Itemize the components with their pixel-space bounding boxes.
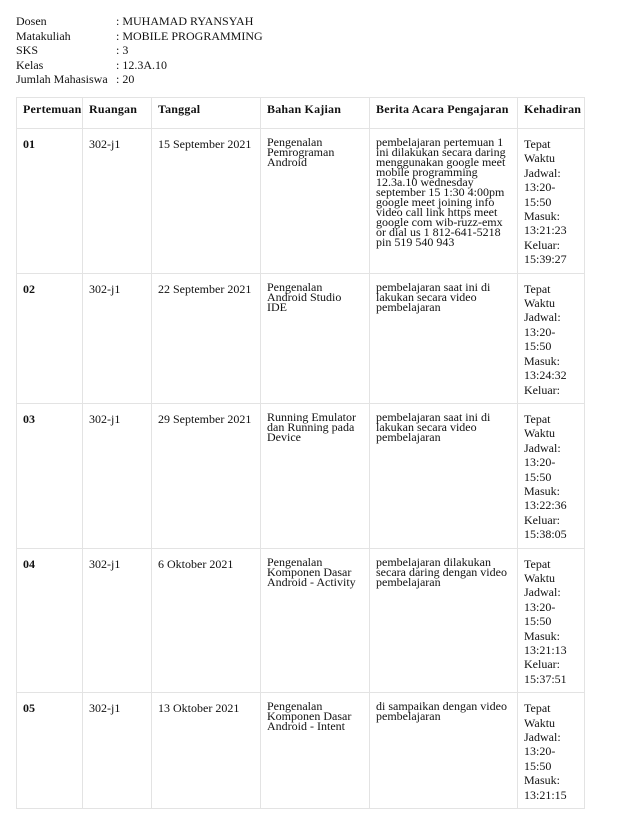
- info-label: Matakuliah: [16, 28, 71, 43]
- table-row: [17, 273, 585, 403]
- info-row-jumlah-mahasiswa: [16, 72, 263, 87]
- cell-tanggal: 22 September 2021: [152, 273, 261, 403]
- cell-bahan-kajian: Pengenalan Pemrograman Android: [261, 129, 370, 274]
- kehadiran-line: 13:20-: [524, 180, 556, 195]
- kehadiran-line: Keluar:: [524, 512, 560, 527]
- cell-berita-acara: di sampaikan dengan video pembelajaran: [370, 693, 518, 809]
- info-row-matakuliah: [16, 29, 263, 44]
- cell-bahan-kajian: Pengenalan Komponen Dasar Android - Activity: [261, 548, 370, 693]
- info-row-sks: [16, 43, 263, 58]
- table-row: [17, 129, 585, 274]
- kehadiran-line: Tepat: [524, 701, 551, 716]
- kehadiran-line: 15:50: [524, 469, 552, 484]
- kehadiran-line: Tepat: [524, 556, 551, 571]
- header-tanggal: Tanggal: [152, 98, 261, 129]
- info-label: Kelas: [16, 57, 44, 72]
- kehadiran-line: Waktu: [524, 296, 556, 311]
- course-info: [16, 14, 263, 87]
- kehadiran-line: 13:20-: [524, 599, 556, 614]
- header-pertemuan: Pertemuan: [17, 98, 83, 129]
- kehadiran-line: 13:20-: [524, 324, 556, 339]
- table-header-row: [17, 98, 585, 129]
- kehadiran-line: 15:50: [524, 614, 552, 629]
- header-kehadiran: Kehadiran: [518, 98, 585, 129]
- cell-tanggal: 6 Oktober 2021: [152, 548, 261, 693]
- kehadiran-line: Waktu: [524, 426, 556, 441]
- kehadiran-line: 15:38:05: [524, 527, 567, 542]
- kehadiran-line: Masuk:: [524, 483, 560, 498]
- info-label: Dosen: [16, 14, 47, 28]
- header-bahan-kajian: Bahan Kajian: [261, 98, 370, 129]
- kehadiran-line: 15:50: [524, 194, 552, 209]
- kehadiran-line: Waktu: [524, 570, 556, 585]
- kehadiran-line: Keluar:: [524, 237, 560, 252]
- kehadiran-line: Tepat: [524, 411, 551, 426]
- kehadiran-line: 13:21:23: [524, 223, 567, 238]
- cell-ruangan: 302-j1: [83, 273, 152, 403]
- kehadiran-line: Masuk:: [524, 628, 560, 643]
- table-row: [17, 403, 585, 548]
- header-ruangan: Ruangan: [83, 98, 152, 129]
- cell-berita-acara: pembelajaran dilakukan secara daring dengan video pembelajaran: [370, 548, 518, 693]
- kehadiran-line: Masuk:: [524, 773, 560, 788]
- cell-ruangan: 302-j1: [83, 403, 152, 548]
- kehadiran-line: Keluar:: [524, 657, 560, 672]
- attendance-table: [16, 97, 585, 809]
- cell-kehadiran: [518, 403, 585, 548]
- kehadiran-line: Tepat: [524, 281, 551, 296]
- cell-kehadiran: [518, 548, 585, 693]
- info-label: Jumlah Mahasiswa: [16, 72, 108, 87]
- cell-berita-acara: pembelajaran pertemuan 1 ini dilakukan secara daring menggunakan google meet mobile programming 12.3a.10 wednesday september 15 1:30 4:00pm google meet joining info video call link https meet google com wib-ruzz-emx or dial us 1 812-641-5218 pin 519 540 943: [370, 129, 518, 274]
- info-value: : 3: [116, 43, 129, 58]
- kehadiran-line: Jadwal:: [524, 440, 561, 455]
- cell-kehadiran: [518, 693, 585, 809]
- cell-ruangan: 302-j1: [83, 129, 152, 274]
- cell-bahan-kajian: Pengenalan Android Studio IDE: [261, 273, 370, 403]
- kehadiran-line: Jadwal:: [524, 165, 561, 180]
- info-value: : 20: [116, 72, 135, 87]
- cell-pertemuan: 04: [17, 548, 83, 693]
- cell-pertemuan: 03: [17, 403, 83, 548]
- kehadiran-line: Jadwal:: [524, 585, 561, 600]
- kehadiran-line: Jadwal:: [524, 730, 561, 745]
- kehadiran-line: 13:22:36: [524, 498, 567, 513]
- info-row-kelas: [16, 58, 263, 73]
- kehadiran-line: 13:20-: [524, 455, 556, 470]
- table-row: [17, 693, 585, 809]
- cell-pertemuan: 02: [17, 273, 83, 403]
- kehadiran-line: Masuk:: [524, 209, 560, 224]
- cell-tanggal: 13 Oktober 2021: [152, 693, 261, 809]
- kehadiran-line: Waktu: [524, 151, 556, 166]
- kehadiran-line: Jadwal:: [524, 310, 561, 325]
- info-value: : MOBILE PROGRAMMING: [116, 28, 263, 43]
- kehadiran-line: Tepat: [524, 137, 551, 151]
- kehadiran-line: 15:50: [524, 339, 552, 354]
- cell-kehadiran: [518, 273, 585, 403]
- info-row-dosen: [16, 14, 263, 29]
- cell-bahan-kajian: Running Emulator dan Running pada Device: [261, 403, 370, 548]
- cell-bahan-kajian: Pengenalan Komponen Dasar Android - Intent: [261, 693, 370, 809]
- cell-berita-acara: pembelajaran saat ini di lakukan secara video pembelajaran: [370, 403, 518, 548]
- kehadiran-line: 13:24:32: [524, 368, 567, 383]
- kehadiran-line: Waktu: [524, 715, 556, 730]
- header-berita-acara: Berita Acara Pengajaran: [370, 98, 518, 129]
- info-label: SKS: [16, 43, 39, 58]
- cell-ruangan: 302-j1: [83, 693, 152, 809]
- cell-berita-acara: pembelajaran saat ini di lakukan secara video pembelajaran: [370, 273, 518, 403]
- kehadiran-line: Keluar:: [524, 382, 560, 397]
- cell-pertemuan: 05: [17, 693, 83, 809]
- kehadiran-line: Masuk:: [524, 353, 560, 368]
- kehadiran-line: 15:37:51: [524, 671, 567, 686]
- info-value: : MUHAMAD RYANSYAH: [116, 14, 254, 28]
- cell-pertemuan: 01: [17, 129, 83, 274]
- cell-tanggal: 15 September 2021: [152, 129, 261, 274]
- kehadiran-line: 15:50: [524, 758, 552, 773]
- info-value: : 12.3A.10: [116, 57, 167, 72]
- kehadiran-line: 15:39:27: [524, 252, 567, 267]
- table-row: [17, 548, 585, 693]
- cell-kehadiran: [518, 129, 585, 274]
- kehadiran-line: 13:21:15: [524, 787, 567, 802]
- cell-ruangan: 302-j1: [83, 548, 152, 693]
- kehadiran-line: 13:21:13: [524, 643, 567, 657]
- kehadiran-line: 13:20-: [524, 744, 556, 759]
- cell-tanggal: 29 September 2021: [152, 403, 261, 548]
